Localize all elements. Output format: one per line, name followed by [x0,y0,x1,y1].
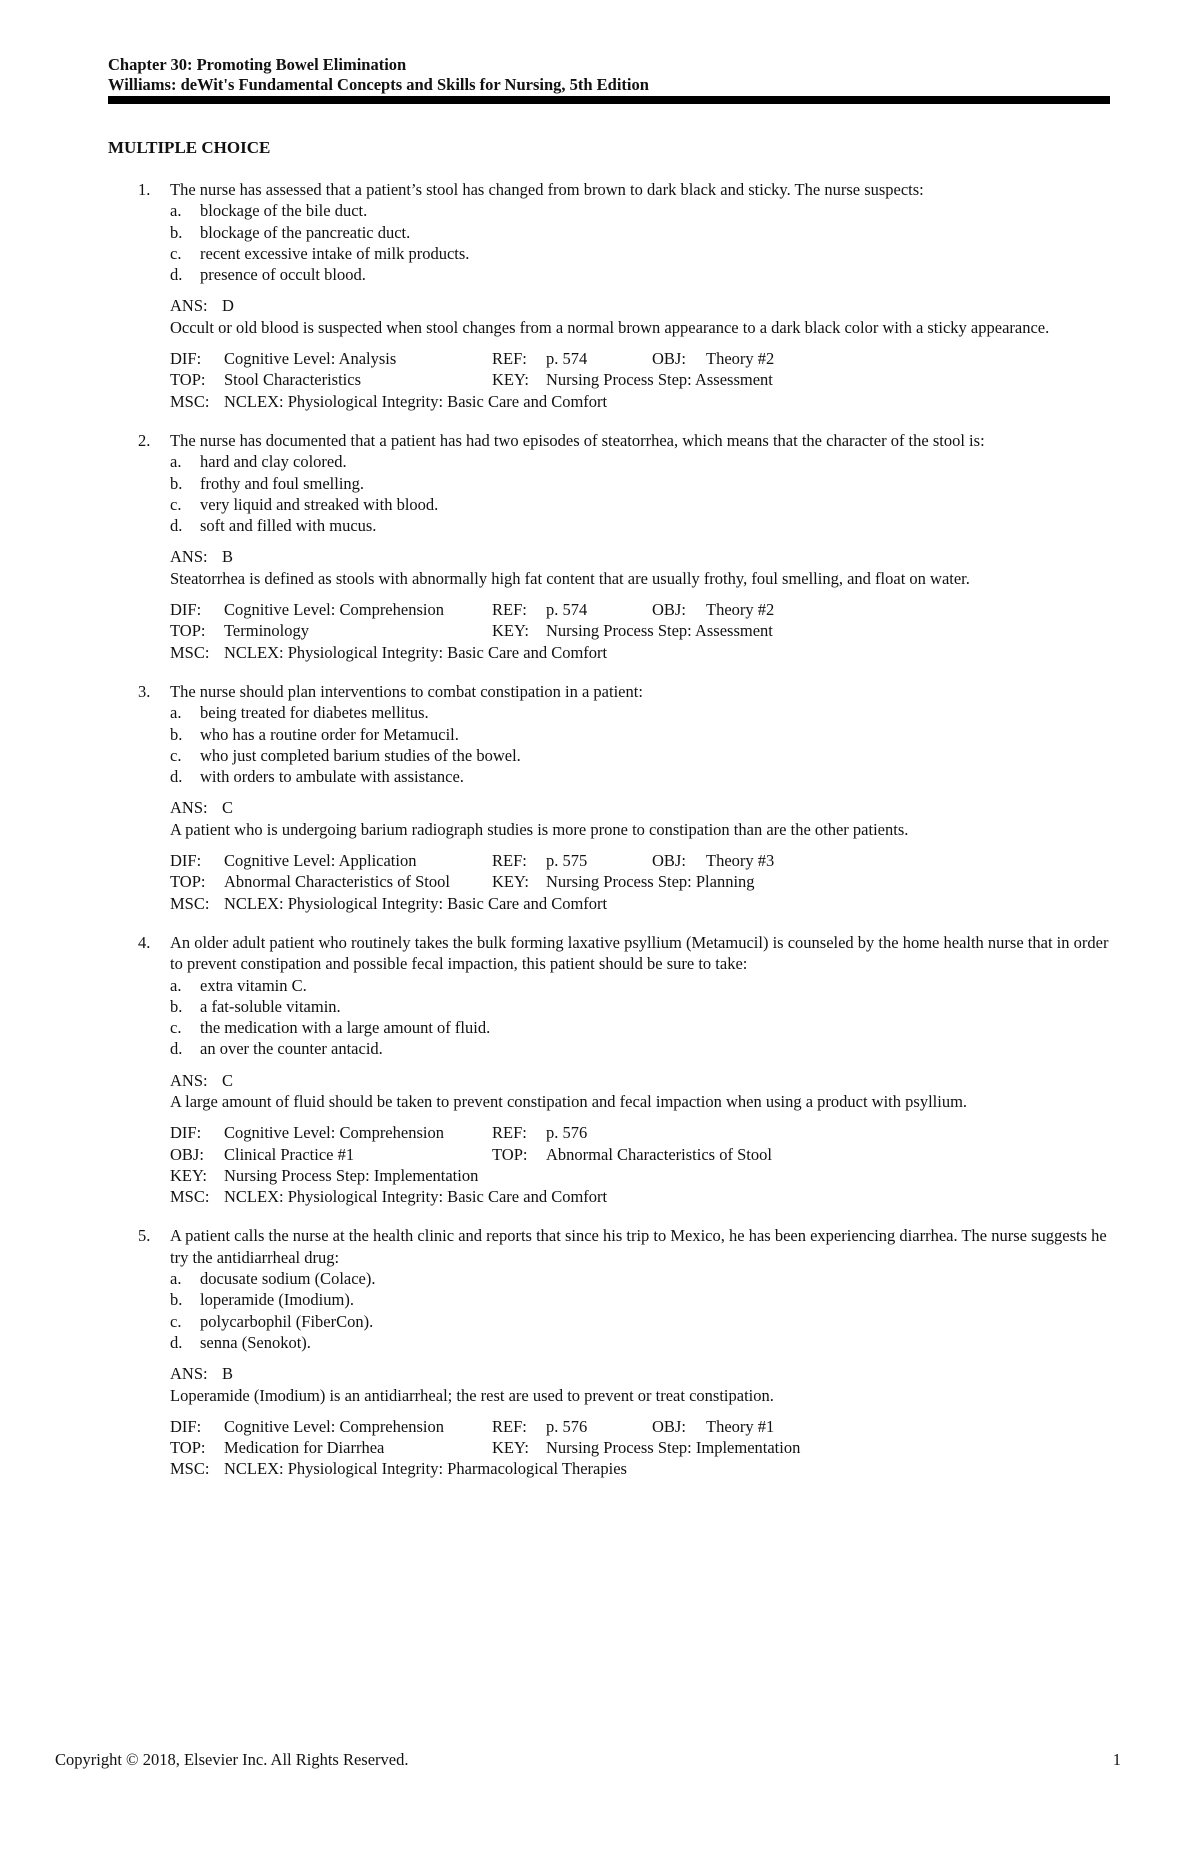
answer-choice [170,1038,1110,1059]
metadata-label: OBJ: [652,600,686,620]
metadata-field [170,1458,627,1479]
answer-value: B [222,1364,234,1384]
choice-text: recent excessive intake of milk products. [200,243,470,263]
metadata-value: Medication for Diarrhea [224,1438,385,1458]
metadata-field [492,1122,587,1143]
answer-label: ANS: [170,798,208,818]
metadata-field [170,391,607,412]
metadata-label: REF: [492,851,527,871]
choice-text: docusate sodium (Colace). [200,1269,376,1289]
metadata-value: Nursing Process Step: Implementation [546,1438,801,1458]
page-number: 1 [1112,1750,1121,1769]
metadata-label: TOP: [170,621,206,641]
metadata-row [170,1144,1110,1165]
metadata-field [170,850,416,871]
choice-text: the medication with a large amount of fluid. [200,1018,491,1038]
metadata-label: DIF: [170,1123,202,1143]
metadata-label: KEY: [492,621,529,641]
metadata-field [492,620,773,641]
metadata-label: MSC: [170,1187,210,1207]
metadata-field [652,348,774,369]
answer-label: ANS: [170,1070,208,1090]
answer-choice [170,975,1110,996]
question-stem: The nurse has documented that a patient has had two episodes of steatorrhea, which means that the character of the stool is: [170,430,985,450]
metadata-label: OBJ: [652,349,686,369]
metadata-label: MSC: [170,893,210,913]
answer-choice [170,996,1110,1017]
answer-choice [170,724,1110,745]
answer-block [170,1070,1110,1113]
choice-text: senna (Senokot). [200,1332,311,1352]
choice-text: very liquid and streaked with blood. [200,494,439,514]
answer-rationale: Loperamide (Imodium) is an antidiarrheal; the rest are used to prevent or treat constipation. [170,1385,774,1405]
metadata-field [170,1144,354,1165]
answer-rationale: A large amount of fluid should be taken to prevent constipation and fecal impaction when using a product with psyllium. [170,1091,968,1111]
metadata-label: REF: [492,349,527,369]
answer-block [170,546,1110,589]
metadata-value: Cognitive Level: Comprehension [224,1416,444,1436]
answer-choice [170,243,1110,264]
choice-letter: c. [170,243,182,263]
metadata-value: Terminology [224,621,309,641]
metadata-label: DIF: [170,600,202,620]
choice-text: blockage of the bile duct. [200,201,368,221]
question-metadata [170,599,1110,663]
choice-letter: c. [170,1311,182,1331]
metadata-field [170,620,309,641]
question-metadata [170,850,1110,914]
answer-rationale: Steatorrhea is defined as stools with abnormally high fat content that are usually frothy, foul smelling, and float on water. [170,568,970,588]
metadata-field [492,1416,587,1437]
question-item [138,681,1110,914]
answer-choices [170,1268,1110,1353]
metadata-field [170,1165,478,1186]
answer-choice [170,1289,1110,1310]
metadata-row [170,369,1110,390]
metadata-field [492,348,587,369]
metadata-row [170,871,1110,892]
metadata-field [492,1144,772,1165]
metadata-label: KEY: [492,370,529,390]
metadata-label: MSC: [170,391,210,411]
metadata-field [170,1122,444,1143]
answer-choice [170,494,1110,515]
question-item [138,1225,1110,1479]
metadata-value: NCLEX: Physiological Integrity: Basic Care and Comfort [224,893,608,913]
question-stem: The nurse has assessed that a patient’s stool has changed from brown to dark black and sticky. The nurse suspects: [170,180,924,199]
choice-letter: d. [170,1039,183,1059]
choice-letter: a. [170,452,182,472]
question-stem: A patient calls the nurse at the health clinic and reports that since his trip to Mexico, he has been experiencing diarrhea. The nurse suggests he try the antidiarrheal drug: [170,1226,1107,1267]
metadata-value: Nursing Process Step: Implementation [224,1165,479,1185]
choice-letter: b. [170,473,183,493]
metadata-value: p. 574 [546,600,588,620]
metadata-label: OBJ: [170,1144,204,1164]
metadata-row [170,391,1110,412]
metadata-value: p. 574 [546,349,588,369]
header-divider [108,96,1110,104]
answer-choice [170,1311,1110,1332]
question-list [138,179,1110,1498]
metadata-label: KEY: [492,872,529,892]
metadata-field [170,599,444,620]
answer-value: C [222,798,234,818]
question-item [138,179,1110,412]
metadata-field [170,642,607,663]
metadata-label: TOP: [492,1144,528,1164]
metadata-label: TOP: [170,370,206,390]
chapter-title: Chapter 30: Promoting Bowel Elimination [108,55,407,74]
question-stem: The nurse should plan interventions to combat constipation in a patient: [170,681,643,701]
question-number: 2. [138,430,151,450]
metadata-value: NCLEX: Physiological Integrity: Basic Care and Comfort [224,1187,608,1207]
metadata-label: DIF: [170,1416,202,1436]
page-header [108,55,1108,95]
metadata-label: KEY: [170,1165,207,1185]
metadata-label: MSC: [170,642,210,662]
metadata-label: OBJ: [652,851,686,871]
metadata-value: Clinical Practice #1 [224,1144,355,1164]
answer-choices [170,200,1110,285]
metadata-field [492,369,773,390]
metadata-value: Nursing Process Step: Assessment [546,370,773,390]
choice-letter: a. [170,201,182,221]
question-number: 1. [138,180,151,199]
question-metadata [170,348,1110,412]
metadata-label: REF: [492,600,527,620]
metadata-field [492,1437,800,1458]
answer-row [170,1363,1110,1384]
question-body [170,1225,1110,1479]
metadata-field [170,369,361,390]
choice-text: presence of occult blood. [200,265,366,285]
metadata-value: Cognitive Level: Comprehension [224,1123,444,1143]
metadata-field [652,1416,774,1437]
metadata-value: NCLEX: Physiological Integrity: Basic Care and Comfort [224,391,608,411]
metadata-value: NCLEX: Physiological Integrity: Basic Care and Comfort [224,642,608,662]
answer-choice [170,1332,1110,1353]
question-body [170,179,1110,412]
answer-value: D [222,296,234,316]
answer-choice [170,766,1110,787]
metadata-row [170,850,1110,871]
question-body [170,430,1110,663]
metadata-value: Theory #2 [706,600,775,620]
choice-letter: c. [170,1018,182,1038]
metadata-value: Cognitive Level: Comprehension [224,600,444,620]
question-metadata [170,1416,1110,1480]
question-item [138,932,1110,1208]
answer-rationale: A patient who is undergoing barium radiograph studies is more prone to constipation than are the other patients. [170,819,909,839]
metadata-row [170,1186,1110,1207]
metadata-field [170,1416,444,1437]
metadata-row [170,893,1110,914]
question-number: 5. [138,1226,151,1246]
book-title: Williams: deWit's Fundamental Concepts and Skills for Nursing, 5th Edition [108,75,649,94]
choice-text: loperamide (Imodium). [200,1290,354,1310]
choice-letter: d. [170,516,183,536]
answer-label: ANS: [170,547,208,567]
metadata-value: Cognitive Level: Application [224,851,417,871]
answer-choice [170,222,1110,243]
choice-letter: c. [170,745,182,765]
answer-choice [170,515,1110,536]
metadata-field [170,871,450,892]
answer-block [170,797,1110,840]
metadata-field [170,1437,384,1458]
metadata-field [492,871,755,892]
choice-text: with orders to ambulate with assistance. [200,767,464,787]
metadata-label: TOP: [170,1438,206,1458]
question-body [170,932,1110,1208]
metadata-row [170,1416,1110,1437]
metadata-field [492,599,587,620]
choice-text: a fat-soluble vitamin. [200,996,341,1016]
choice-letter: a. [170,975,182,995]
answer-choice [170,745,1110,766]
choice-letter: d. [170,1332,183,1352]
answer-label: ANS: [170,1364,208,1384]
choice-letter: b. [170,724,183,744]
metadata-row [170,1458,1110,1479]
metadata-label: DIF: [170,851,202,871]
choice-letter: d. [170,767,183,787]
metadata-row [170,620,1110,641]
metadata-value: Abnormal Characteristics of Stool [224,872,450,892]
answer-choice [170,473,1110,494]
metadata-value: Cognitive Level: Analysis [224,349,397,369]
metadata-value: p. 576 [546,1416,588,1436]
metadata-label: OBJ: [652,1416,686,1436]
answer-label: ANS: [170,296,208,316]
metadata-row [170,599,1110,620]
metadata-field [652,850,774,871]
answer-value: C [222,1070,234,1090]
metadata-row [170,642,1110,663]
metadata-label: TOP: [170,872,206,892]
metadata-label: REF: [492,1123,527,1143]
question-number: 4. [138,932,151,952]
answer-block [170,1363,1110,1406]
metadata-value: p. 575 [546,851,588,871]
metadata-row [170,1165,1110,1186]
section-title: MULTIPLE CHOICE [108,138,271,157]
answer-choice [170,200,1110,221]
metadata-value: Nursing Process Step: Assessment [546,621,773,641]
answer-choice [170,264,1110,285]
metadata-field [170,348,396,369]
metadata-label: DIF: [170,349,202,369]
copyright-notice: Copyright © 2018, Elsevier Inc. All Rights Reserved. [55,1750,409,1769]
choice-text: polycarbophil (FiberCon). [200,1311,374,1331]
choice-letter: d. [170,265,183,285]
answer-block [170,295,1110,338]
choice-text: being treated for diabetes mellitus. [200,703,429,723]
metadata-field [492,850,587,871]
answer-choice [170,451,1110,472]
metadata-row [170,1122,1110,1143]
answer-choice [170,1017,1110,1038]
choice-text: frothy and foul smelling. [200,473,365,493]
answer-row [170,546,1110,567]
metadata-field [170,1186,607,1207]
metadata-value: Theory #3 [706,851,775,871]
choice-text: an over the counter antacid. [200,1039,383,1059]
metadata-value: NCLEX: Physiological Integrity: Pharmacological Therapies [224,1459,627,1479]
choice-letter: a. [170,1269,182,1289]
choice-text: soft and filled with mucus. [200,516,377,536]
metadata-label: REF: [492,1416,527,1436]
choice-letter: b. [170,996,183,1016]
metadata-label: MSC: [170,1459,210,1479]
answer-choice [170,702,1110,723]
question-number: 3. [138,681,151,701]
metadata-value: Theory #1 [706,1416,775,1436]
choice-text: blockage of the pancreatic duct. [200,222,411,242]
metadata-value: Nursing Process Step: Planning [546,872,755,892]
answer-rationale: Occult or old blood is suspected when stool changes from a normal brown appearance to a dark black color with a sticky appearance. [170,317,1050,337]
metadata-value: Abnormal Characteristics of Stool [546,1144,772,1164]
answer-choices [170,702,1110,787]
choice-text: extra vitamin C. [200,975,307,995]
metadata-field [170,893,607,914]
answer-value: B [222,547,234,567]
metadata-row [170,348,1110,369]
answer-choice [170,1268,1110,1289]
question-item [138,430,1110,663]
answer-row [170,797,1110,818]
answer-choices [170,451,1110,536]
answer-choices [170,975,1110,1060]
choice-letter: b. [170,1290,183,1310]
metadata-label: KEY: [492,1438,529,1458]
answer-row [170,295,1110,316]
choice-letter: b. [170,222,183,242]
metadata-value: p. 576 [546,1123,588,1143]
answer-row [170,1070,1110,1091]
choice-text: hard and clay colored. [200,452,347,472]
metadata-row [170,1437,1110,1458]
choice-letter: c. [170,494,182,514]
question-body [170,681,1110,914]
choice-letter: a. [170,703,182,723]
question-metadata [170,1122,1110,1207]
question-stem: An older adult patient who routinely takes the bulk forming laxative psyllium (Metamucil) is counseled by the home health nurse that in order to prevent constipation and possible fecal impaction, this patient should be sure to take: [170,932,1109,974]
choice-text: who has a routine order for Metamucil. [200,724,459,744]
metadata-field [652,599,774,620]
metadata-value: Theory #2 [706,349,775,369]
choice-text: who just completed barium studies of the bowel. [200,745,521,765]
metadata-value: Stool Characteristics [224,370,362,390]
